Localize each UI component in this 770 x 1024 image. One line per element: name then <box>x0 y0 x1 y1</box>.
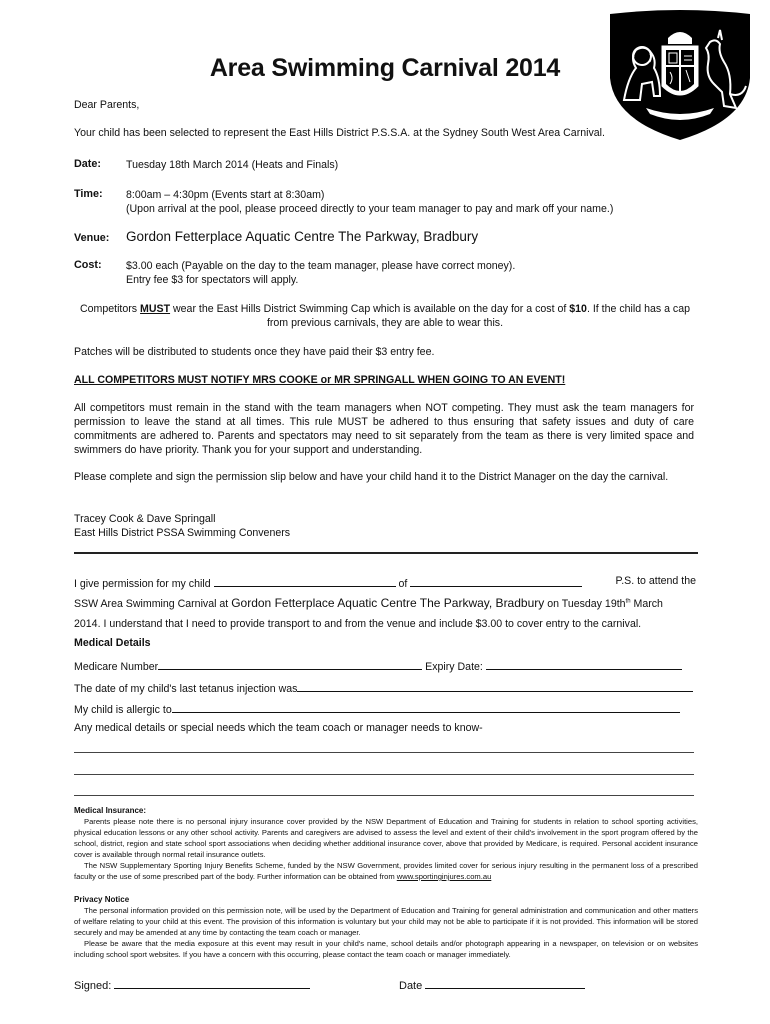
signature-field[interactable] <box>114 977 310 989</box>
medicare-number-field[interactable] <box>158 658 422 670</box>
time-note: (Upon arrival at the pool, please proceed directly to your team manager to pay and mark off your name.) <box>126 203 614 215</box>
sign-date-label: Date <box>399 980 423 992</box>
cap-price: $10 <box>569 303 587 315</box>
signed-label: Signed: <box>74 980 112 992</box>
time-label: Time: <box>74 188 103 200</box>
ssw-pre: SSW Area Swimming Carnival at <box>74 598 232 610</box>
date-value: Tuesday 18th March 2014 (Heats and Finals) <box>126 159 339 171</box>
understand-line: 2014. I understand that I need to provide transport to and from the venue and include $3.00 to cover entry to the carnival. <box>74 618 642 630</box>
insurance-p1: Parents please note there is no personal injury insurance cover provided by the NSW Department of Education and Training for students in relation to school sporting activities, physical education lessons or any other school activity. Parents and caregivers are advised to assess the level and extent of their child's involvement in the sport program offered by the school, district, region and state school sport associations when deciding whether additional insurance cover, above that provided by Medicare, is required. Personal accident insurance cover is available through normal retail insurance outlets. <box>74 817 698 859</box>
notify-warning: ALL COMPETITORS MUST NOTIFY MRS COOKE or MR SPRINGALL WHEN GOING TO AN EVENT! <box>74 374 566 386</box>
date-label: Date: <box>74 158 101 170</box>
page-title: Area Swimming Carnival 2014 <box>209 54 561 82</box>
signed-row <box>74 977 310 992</box>
insurance-link[interactable]: www.sportinginjures.com.au <box>396 872 492 881</box>
cap-post: . If the child has a cap <box>586 303 691 315</box>
cost-label: Cost: <box>74 259 102 271</box>
insurance-p2: The NSW Supplementary Sporting Injury Benefits Scheme, funded by the NSW Government, provides limited cover for serious injury resulting in the permanent loss of a prescribed faculty or the use of some prescribed part of the body. Further information can be obtained from <box>74 861 698 881</box>
privacy-p2: Please be aware that the media exposure at this event may result in your child's name, school details and/or photograph appearing in a newspaper, on television or on websites including school sport websites. If you have a concern with this occurring, please contact the team coach or manager immediately. <box>74 939 698 959</box>
cut-divider <box>74 552 698 554</box>
venue-value: Gordon Fetterplace Aquatic Centre The Parkway, Bradbury <box>126 229 479 244</box>
patches-text: Patches will be distributed to students once they have paid their $3 entry fee. <box>74 346 435 358</box>
allergic-label: My child is allergic to <box>74 704 172 716</box>
privacy-section <box>74 894 698 960</box>
ssw-post: on Tuesday 19th <box>544 598 626 610</box>
sign-date-field[interactable] <box>425 977 585 989</box>
cost-value: $3.00 each (Payable on the day to the team manager, please have correct money). <box>126 260 516 272</box>
cap-must: MUST <box>140 303 171 315</box>
date-row <box>399 977 585 992</box>
expiry-date-field[interactable] <box>486 658 682 670</box>
special-needs-line-2[interactable] <box>74 774 694 775</box>
child-name-field[interactable] <box>214 575 396 587</box>
cap-notice <box>60 302 710 330</box>
insurance-section <box>74 805 698 882</box>
medicare-label: Medicare Number <box>74 661 159 673</box>
tetanus-line <box>74 680 696 695</box>
time-value: 8:00am – 4:30pm (Events start at 8:30am) <box>126 189 325 201</box>
special-needs-line-1[interactable] <box>74 752 694 753</box>
allergic-line <box>74 701 696 716</box>
ssw-end: March <box>630 598 663 610</box>
cost-note: Entry fee $3 for spectators will apply. <box>126 274 299 286</box>
insurance-heading: Medical Insurance: <box>74 806 147 815</box>
cap-mid: wear the East Hills District Swimming Cap which is available on the day for a cost of <box>170 303 570 315</box>
tetanus-date-field[interactable] <box>297 680 693 692</box>
of-label: of <box>398 578 408 590</box>
signoff-role: East Hills District PSSA Swimming Conveners <box>74 527 291 539</box>
ssw-sup: th <box>625 598 631 605</box>
greeting: Dear Parents, <box>74 99 140 111</box>
school-name-field[interactable] <box>410 575 582 587</box>
complete-instructions: Please complete and sign the permission slip below and have your child hand it to the District Manager on the day the carnival. <box>74 471 669 483</box>
privacy-heading: Privacy Notice <box>74 895 130 904</box>
special-needs-line-3[interactable] <box>74 795 694 796</box>
ps-to-attend: P.S. to attend the <box>615 575 696 587</box>
venue-label: Venue: <box>74 232 110 244</box>
cap-pre: Competitors <box>79 303 141 315</box>
ssw-line <box>74 596 696 610</box>
permission-pre: I give permission for my child <box>74 578 211 590</box>
privacy-p1: The personal information provided on this permission note, will be used by the Department of Education and Training for general administration and communication and other matters of welfare relating to your child at this event. The provision of this information is voluntary but your child may not be able to participate if it is not provided. This information will be stored securely and may be amended at any time by contacting the team coach or manager. <box>74 906 698 937</box>
allergies-field[interactable] <box>172 701 680 713</box>
permission-line <box>74 575 696 590</box>
stand-paragraph: All competitors must remain in the stand with the team managers when NOT competing. They must ask the team managers for permission to leave the stand at all times. This rule MUST be adhered to thus ensuring that safety issues and duty of care commitments are adhered to. Parents and spectators may need to sit separately from the team as there is very limited space and swimmers do have priority. Thank you for your support and understanding. <box>74 402 694 456</box>
special-needs-label: Any medical details or special needs which the team coach or manager needs to know- <box>74 722 483 734</box>
medical-heading: Medical Details <box>74 637 151 649</box>
medicare-line <box>74 658 696 673</box>
cap-line2: from previous carnivals, they are able to wear this. <box>266 317 504 329</box>
tetanus-label: The date of my child's last tetanus injection was <box>74 683 298 695</box>
intro-text: Your child has been selected to represent the East Hills District P.S.S.A. at the Sydney South West Area Carnival. <box>74 127 605 139</box>
expiry-label: Expiry Date: <box>425 661 483 673</box>
signoff-names: Tracey Cook & Dave Springall <box>74 513 216 525</box>
ssw-venue: Gordon Fetterplace Aquatic Centre The Parkway, Bradbury <box>231 596 545 610</box>
